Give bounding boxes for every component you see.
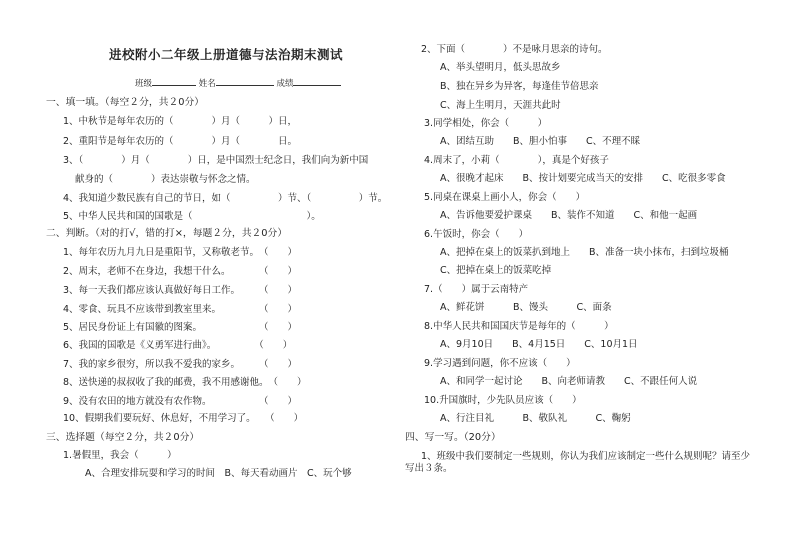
section1-heading: 一、填一填。（每空２分，共２0分）: [46, 97, 205, 108]
choice-q7: 7.（ ）属于云南特产: [424, 284, 529, 295]
judge-item: 2、周末，老师不在身边，我想干什么。 （ ）: [63, 266, 298, 277]
choice-q10-options: A、行注目礼 B、敬队礼 C、鞠躬: [440, 413, 631, 424]
section1-q4: 4、我知道少数民族有自己的节日，如（ ）节、（ ）节。: [63, 193, 388, 204]
score-field[interactable]: [293, 76, 341, 86]
choice-q9: 9.学习遇到问题，你不应该（ ）: [424, 358, 576, 369]
choice-q6-ab: A、把掉在桌上的饭菜扒到地上 B、准备一块小抹布，扫到垃圾桶: [440, 247, 729, 258]
section3-heading: 三、选择题（每空２分，共２0分）: [46, 432, 200, 443]
write-q1b: 写出３条。: [405, 463, 453, 474]
choice-q6-c: C、把掉在桌上的饭菜吃掉: [440, 265, 552, 276]
section1-q5: 5、中华人民共和国的国歌是（ ）。: [63, 211, 321, 222]
judge-item: 9、没有农田的地方就没有农作物。 （ ）: [63, 396, 298, 407]
choice-q4-options: A、很晚才起床 B、按计划要完成当天的安排 C、吃很多零食: [440, 173, 726, 184]
section2-heading: 二、判断。（对的打√，错的打×，每题２分，共２0分）: [46, 228, 288, 239]
choice-q1: 1.暑假里，我会（ ）: [63, 450, 177, 461]
choice-q3-options: A、团结互助 B、胆小怕事 C、不理不睬: [440, 136, 641, 147]
choice-q7-options: A、鲜花饼 B、馒头 C、面条: [440, 302, 612, 313]
section1-q2: 2、重阳节是每年农历的（ ）月（ 日。: [63, 136, 298, 147]
score-label: 成绩: [276, 79, 294, 89]
choice-q4: 4.周末了，小莉（ ），真是个好孩子: [424, 155, 609, 166]
choice-q2-c: C、海上生明月，天涯共此时: [440, 100, 561, 111]
judge-item: 1、每年农历九月九日是重阳节，又称敬老节。 （ ）: [63, 247, 298, 258]
choice-q5: 5.同桌在课桌上画小人，你会（ ）: [424, 192, 586, 203]
write-q1a: 1、班级中我们要制定一些规则，你认为我们应该制定一些什么规则呢？请至少: [421, 451, 751, 462]
choice-q1-options: A、合理安排玩耍和学习的时间 B、每天看动画片 C、玩个够: [85, 468, 352, 479]
choice-q2-a: A、举头望明月，低头思故乡: [440, 62, 561, 73]
judge-item: 10、假期我们要玩好、休息好，不用学习了。 （ ）: [63, 413, 304, 424]
section1-q3b: 献身的（ ）表达崇敬与怀念之情。: [75, 174, 256, 185]
choice-q2: 2、下面（ ）不是咏月思亲的诗句。: [421, 44, 608, 55]
section1-q1: 1、中秋节是每年农历的（ ）月（ ）日，: [63, 116, 298, 127]
choice-q6: 6.午饭时，你会（ ）: [424, 229, 529, 240]
section1-q3a: 3、（ ）月（ ）日，是中国烈士纪念日，我们向为新中国: [63, 155, 369, 166]
choice-q8-options: A、9月10日 B、4月15日 C、10月1日: [440, 339, 638, 350]
judge-item: 4、零食、玩具不应该带到教室里来。 （ ）: [63, 304, 298, 315]
judge-item: 6、我国的国歌是《义勇军进行曲》。 （ ）: [63, 340, 293, 351]
choice-q2-b: B、独在异乡为异客，每逢佳节倍思亲: [440, 81, 599, 92]
student-info-line: [135, 76, 341, 90]
choice-q3: 3.同学相处，你会（ ）: [424, 118, 548, 129]
choice-q10: 10.升国旗时，少先队员应该（ ）: [424, 395, 582, 406]
name-field[interactable]: [216, 76, 274, 86]
judge-item: 7、我的家乡很穷，所以我不爱我的家乡。 （ ）: [63, 359, 298, 370]
choice-q5-options: A、告诉他要爱护课桌 B、装作不知道 C、和他一起画: [440, 210, 698, 221]
judge-item: 5、居民身份证上有国徽的图案。 （ ）: [63, 322, 298, 333]
judge-item: 8、送快递的叔叔收了我的邮费，我不用感谢他。 （ ）: [63, 377, 307, 388]
name-label: 姓名: [198, 79, 216, 89]
choice-q9-options: A、和同学一起讨论 B、向老师请教 C、不跟任何人说: [440, 376, 698, 387]
choice-q8: 8.中华人民共和国国庆节是每年的（ ）: [424, 321, 614, 332]
class-label: 班级: [135, 79, 153, 89]
class-field[interactable]: [152, 76, 196, 86]
judge-item: 3、每一天我们都应该认真做好每日工作。 （ ）: [63, 285, 298, 296]
section4-heading: 四、写一写。（20分）: [405, 432, 501, 443]
page-title: 进校附小二年级上册道德与法治期末测试: [109, 47, 344, 62]
